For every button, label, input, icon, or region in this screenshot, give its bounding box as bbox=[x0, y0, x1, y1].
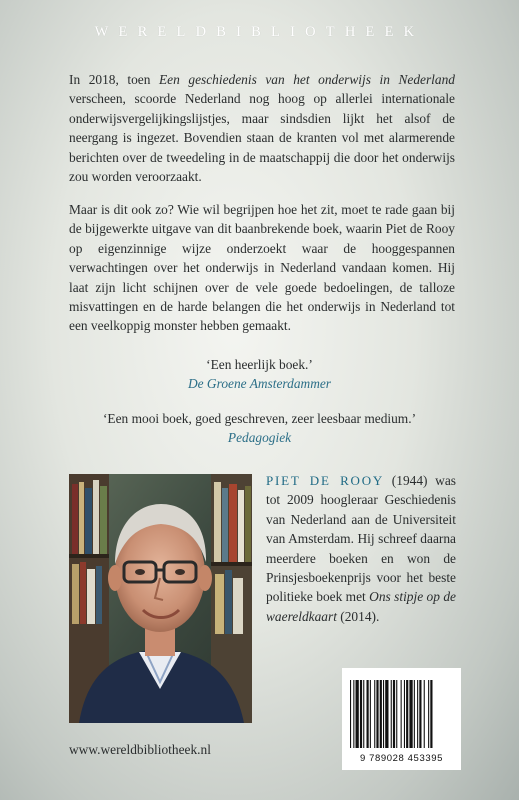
barcode-bar bbox=[401, 680, 402, 748]
barcode-bar bbox=[391, 680, 392, 748]
barcode-bar bbox=[363, 680, 364, 748]
barcode-bar bbox=[404, 680, 405, 748]
website-url: www.wereldbibliotheek.nl bbox=[69, 742, 211, 757]
barcode-bar bbox=[356, 680, 359, 748]
bio-text: (1944) was tot 2009 hoogleraar Geschiedenis van Nederland aan de Universiteit van Amsterdam. Hij schreef daarna meerdere boeken en won de Prinsjesboekenprijs voor het beste politieke boek met bbox=[266, 473, 456, 605]
author-name: PIET DE ROOY bbox=[266, 473, 385, 488]
bio-text: (2014). bbox=[336, 608, 380, 624]
book-title: Een geschiedenis van het onderwijs in Nederland bbox=[159, 72, 455, 87]
quote-text: ‘Een mooi boek, goed geschreven, zeer leesbaar medium.’ bbox=[102, 411, 417, 426]
barcode-bar bbox=[385, 680, 388, 748]
author-bio bbox=[266, 471, 456, 626]
barcode-bar bbox=[417, 680, 418, 748]
bio-book-title: Ons stipje op de waereldkaart bbox=[266, 589, 456, 624]
quote-text: ‘Een heerlijk boek.’ bbox=[206, 357, 313, 372]
barcode-bar bbox=[414, 680, 415, 748]
barcode-bar bbox=[353, 680, 354, 748]
isbn-number: 9 789028 453395 bbox=[360, 753, 443, 764]
blurb-text: verscheen, scoorde Nederland nog hoog op allerlei internationale onderwijsvergelijkingslijstjes, maar sindsdien lijkt het alsof de neergang is ingezet. Bovendien staan de kranten vol met alarmerende berichten over de tweedeling in de maatschappij die door het onderwijs zou worden veroorzaakt. bbox=[69, 91, 455, 185]
barcode-bar bbox=[367, 680, 369, 748]
blurb-paragraph-2: Maar is dit ook zo? Wie wil begrijpen hoe het zit, moet te rade gaan bij de bijgewerkte uitgave van dit baanbrekende boek, waarin Piet de Rooy op eigenzinnige wijze onderzoekt waar de hooggespannen verwachtingen over het onderwijs in Nederland vandaan komen. Hij laat zijn licht schijnen over de vele goede bedoelingen, de talloze misvattingen en de harde belangen die het onderwijs in Nederland tot een veelkoppig monster hebben gemaakt. bbox=[69, 202, 455, 334]
quote-source: De Groene Amsterdammer bbox=[187, 376, 332, 392]
barcode-bar bbox=[383, 680, 384, 748]
isbn-barcode bbox=[342, 668, 461, 770]
barcode-bar bbox=[376, 680, 378, 748]
barcode-bar bbox=[419, 680, 421, 748]
barcode-bar bbox=[424, 680, 425, 748]
blurb-text: In 2018, toen bbox=[69, 72, 159, 87]
review-quote-2 bbox=[0, 409, 519, 448]
blurb-paragraph-1 bbox=[69, 70, 455, 186]
barcode-bar bbox=[406, 680, 408, 748]
barcode-bar bbox=[430, 680, 432, 748]
barcode-bar bbox=[380, 680, 382, 748]
barcode-bar bbox=[374, 680, 375, 748]
barcode-bar bbox=[393, 680, 395, 748]
author-photo bbox=[69, 474, 252, 723]
barcode-bars bbox=[342, 676, 461, 756]
barcode-bar bbox=[396, 680, 397, 748]
barcode-bar bbox=[409, 680, 412, 748]
barcode-bar bbox=[370, 680, 371, 748]
barcode-bar bbox=[428, 680, 429, 748]
quote-source: Pedagogiek bbox=[227, 430, 292, 446]
author-portrait-image bbox=[69, 474, 252, 723]
publisher-name: WERELDBIBLIOTHEEK bbox=[94, 24, 425, 40]
barcode-bar bbox=[360, 680, 362, 748]
barcode-bar bbox=[350, 680, 351, 748]
review-quote-1 bbox=[0, 355, 519, 394]
